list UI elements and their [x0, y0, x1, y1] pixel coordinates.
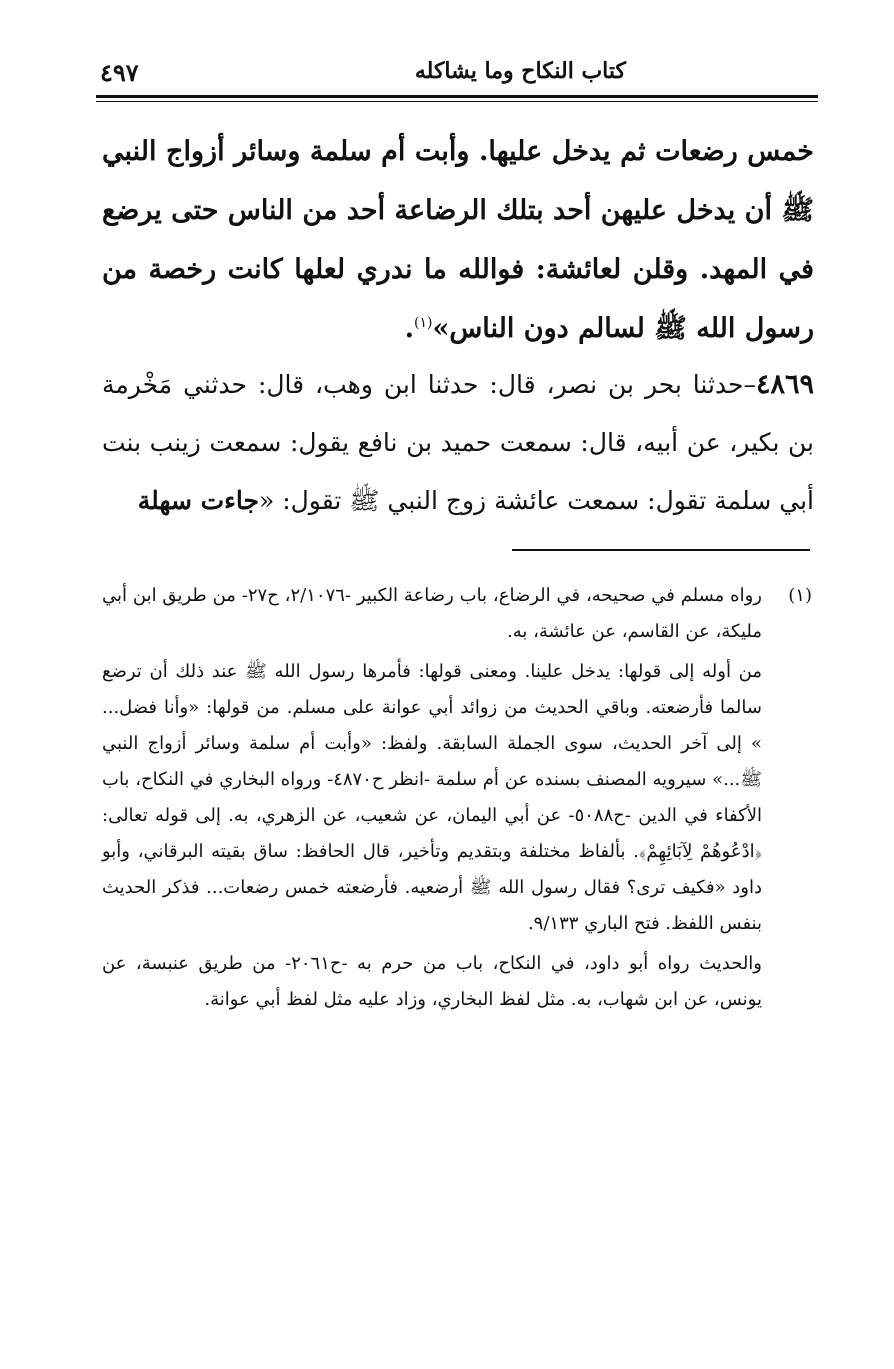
running-title: كتاب النكاح وما يشاكله — [414, 58, 626, 84]
footnotes-section — [102, 578, 812, 1018]
header-rule-thin — [96, 101, 818, 102]
main-text-end: . — [404, 313, 414, 344]
footnote-separator — [512, 549, 810, 551]
main-text-body: خمس رضعات ثم يدخل عليها. وأبت أم سلمة وسائر أزواج النبي ﷺ أن يدخل عليهن أحد بتلك الرضاعة أحد من الناس حتى يرضع في المهد. وقلن لعائشة: فوالله ما ندري لعلها كانت رخصة من رسول الله ﷺ لسالم دون الناس» — [102, 136, 814, 344]
page-number: ٤٩٧ — [100, 58, 139, 87]
footnote-first-text: رواه مسلم في صحيحه، في الرضاع، باب رضاعة الكبير -٢/١٠٧٦، ح٢٧- من طريق ابن أبي مليكة، عن القاسم، عن عائشة، به. — [102, 585, 762, 642]
footnote-paragraph-2: من أوله إلى قولها: يدخل علينا. ومعنى قولها: فأمرها رسول الله ﷺ عند ذلك أن ترضع سالما فأرضعته. وباقي الحديث من زوائد أبي عوانة على مسلم. من قولها: «وأنا فضل... » إلى آخر الحديث، سوى الجملة السابقة. ولفظ: «وأبت أم سلمة وسائر أزواج النبي ﷺ...» سيرويه المصنف بسنده عن أم سلمة -انظر ح٤٨٧٠- ورواه البخاري في النكاح، باب الأكفاء في الدين -ح٥٠٨٨- عن أبي اليمان، عن شعيب، عن الزهري، به. إلى قوله تعالى: ﴿ادْعُوهُمْ لِآبَائِهِمْ﴾. بألفاظ مختلفة وبتقديم وتأخير، قال الحافظ: ساق بقيته البرقاني، وأبو داود «فكيف ترى؟ فقال رسول الله ﷺ أرضعيه. فأرضعته خمس رضعات... فذكر الحديث بنفس اللفظ. فتح الباري ٩/١٣٣. — [102, 661, 763, 934]
hadith-block — [102, 356, 814, 530]
footnote-marker: (١) — [788, 585, 812, 606]
main-text-block — [102, 122, 814, 358]
footnote-reference: (١) — [413, 315, 433, 331]
hadith-bold-end: جاءت سهلة — [137, 486, 259, 515]
page-header — [98, 58, 816, 92]
footnote-entry-1 — [102, 578, 812, 650]
footnote-paragraph-3: والحديث رواه أبو داود، في النكاح، باب من حرم به -ح٢٠٦١- من طريق عنبسة، عن يونس، عن ابن شهاب، به. مثل لفظ البخاري، وزاد عليه مثل لفظ أبي عوانة. — [102, 953, 762, 1010]
header-rule-thick — [96, 95, 818, 98]
hadith-text: –حدثنا بحر بن نصر، قال: حدثنا ابن وهب، قال: حدثني مَخْرمة بن بكير، عن أبيه، قال: سمعت حميد بن نافع يقول: سمعت زينب بنت أبي سلمة تقول: سمعت عائشة زوج النبي ﷺ تقول: « — [102, 370, 814, 515]
hadith-number: ٤٨٦٩ — [755, 369, 814, 400]
